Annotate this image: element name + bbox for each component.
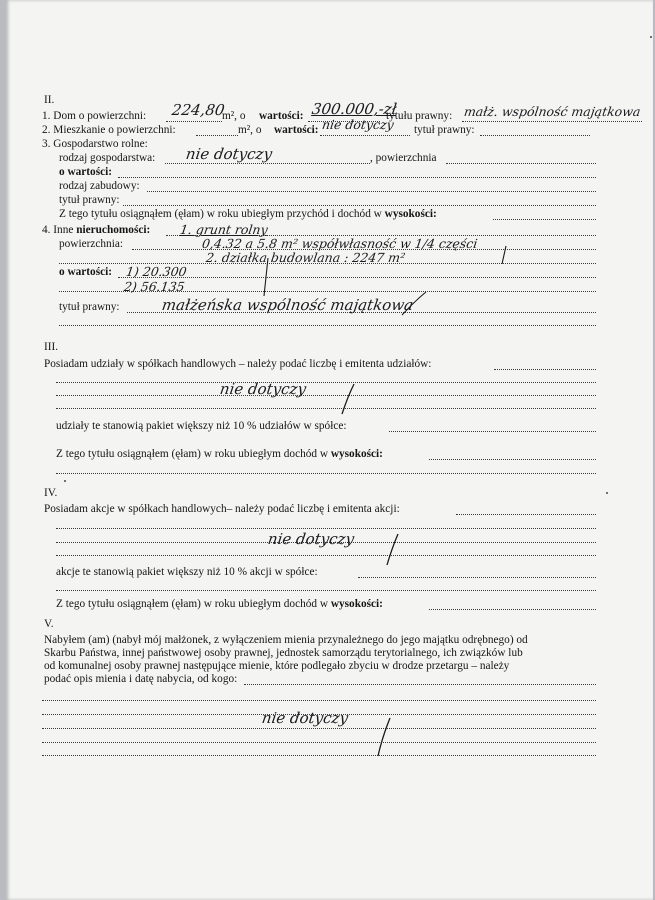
section-5-heading: V. — [44, 618, 54, 630]
shares-handwritten: nie dotyczy — [218, 380, 308, 398]
farm-area-label: , powierzchnia — [370, 152, 437, 164]
scan-speck — [606, 492, 608, 494]
shares-income-label: Z tego tytułu osiągnąłem (ęłam) w roku ubiegłym dochód w wysokości: — [56, 448, 383, 460]
farm-value-label: o wartości: — [59, 166, 113, 178]
acquisition-handwritten: nie dotyczy — [260, 709, 350, 727]
scan-speck — [650, 36, 652, 38]
farm-title-label: tytuł prawny: — [59, 194, 120, 206]
stocks-packet-label: akcje te stanowią pakiet większy niż 10 % akcji w spółce: — [56, 566, 318, 578]
house-value-label: wartości: — [259, 110, 304, 122]
house-title-handwritten: małż. wspólność majątkowa — [463, 104, 642, 119]
house-value-handwritten: 300.000,-zł — [310, 100, 398, 118]
other-property-label: 4. Inne nieruchomości: — [42, 224, 151, 236]
other-value-handwritten-1: 1) 20.300 — [125, 264, 188, 279]
acquisition-text-1: Nabyłem (am) (nabył mój małżonek, z wyłączeniem mienia przynależnego do jego majątku odrębnego) od — [44, 634, 528, 646]
flat-title-label: tytuł prawny: — [414, 124, 475, 136]
stocks-income-label: Z tego tytułu osiągnąłem (ęłam) w roku ubiegłym dochód w wysokości: — [56, 598, 383, 610]
flat-value-handwritten: nie dotyczy — [321, 117, 395, 132]
acquisition-text-4: podać opis mienia i datę nabycia, od kogo: — [44, 673, 238, 685]
scan-speck — [64, 480, 66, 482]
house-area-handwritten: 224,80 — [170, 101, 226, 119]
acquisition-text-3: od komunalnej osoby prawnej następujące mienie, które podlegało zbyciu w drodze przetargu – należy — [44, 660, 510, 672]
other-title-handwritten: małżeńska wspólność majątkowa — [160, 296, 415, 314]
pen-strokes — [6, 0, 653, 900]
flat-value-label: wartości: — [274, 124, 319, 136]
shares-label: Posiadam udziały w spółkach handlowych – należy podać liczbę i emitenta udziałów: — [44, 358, 432, 370]
flat-area-label: 2. Mieszkanie o powierzchni: — [42, 124, 176, 136]
section-2-heading: II. — [44, 94, 55, 106]
farm-label: 3. Gospodarstwo rolne: — [42, 138, 148, 150]
farm-type-label: rodzaj gospodarstwa: — [59, 152, 156, 164]
section-4-heading: IV. — [44, 487, 58, 499]
other-area-label: powierzchnia: — [59, 238, 123, 250]
flat-unit-label: m², o — [238, 124, 262, 136]
acquisition-text-2: Skarbu Państwa, innej państwowej osoby prawnej, jednostek samorządu terytorialnego, ich związków lub — [44, 647, 523, 659]
declaration-page — [6, 0, 653, 900]
other-value-label: o wartości: — [59, 266, 113, 278]
stocks-handwritten: nie dotyczy — [266, 530, 356, 548]
farm-income-label: Z tego tytułu osiągnąłem (ęłam) w roku ubiegłym przychód i dochód w wysokości: — [59, 208, 437, 220]
other-title-label: tytuł prawny: — [59, 301, 120, 313]
farm-buildings-label: rodzaj zabudowy: — [59, 180, 140, 192]
stocks-label: Posiadam akcje w spółkach handlowych– należy podać liczbę i emitenta akcji: — [44, 503, 400, 515]
house-unit-label: m², o — [222, 110, 246, 122]
house-title-label: tytułu prawny: — [386, 110, 453, 122]
section-3-heading: III. — [44, 341, 59, 353]
other-property-handwritten-1: 1. grunt rolny — [179, 222, 269, 237]
shares-packet-label: udziały te stanowią pakiet większy niż 10 % udziałów w spółce: — [56, 420, 347, 432]
house-area-label: 1. Dom o powierzchni: — [42, 110, 147, 122]
other-value-handwritten-2: 2) 56.135 — [123, 279, 186, 294]
other-area-handwritten-2: 2. działka budowlana : 2247 m² — [205, 250, 407, 265]
farm-type-handwritten: nie dotyczy — [184, 145, 274, 163]
other-area-handwritten: 0,4.32 a 5.8 m² współwłasność w 1/4 części — [201, 236, 479, 251]
